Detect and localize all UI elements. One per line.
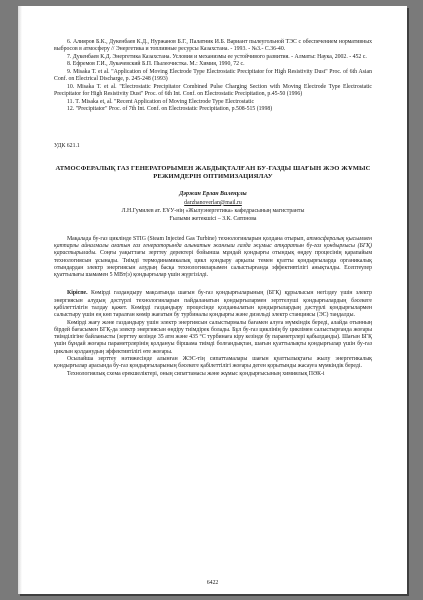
- author-affiliation: Л.Н.Гумилев ат. ЕҰУ-нің «Жылуэнергетика» кафедрасының магистранты: [121, 207, 305, 214]
- supervisor-line: Ғылыми жетекшісі – З.К. Сатпнова: [169, 216, 257, 223]
- abstract-text-rest: Соңғы уақыттағы зерттеу деректері бойынша мұндай қондырғы отындық өңдеу процесінің қарапайым технологиясын ұсынады. Тиімді термодинамикалық цикл қондыру арқылы темен қуатты қондырғыларда органикалық отындардан электр энергиясын алудың басқа технологияларымен салыстырғанда эффективтілігі анықталды. Есептеулер қуаттылығы шамамен 5 МВт(э) қондырғылар үшін жүргізілді.: [54, 250, 372, 279]
- reference-item: 6. Алияров Б.К., Дукенбаев К.Д., Нуржанов Б.Г., Палатник И.Б. Вариант пылеугольной ТЭС с обеспечением нормативных выбросов в атмосферу // Энергетика и топливные ресурсы Казахстана. - 1993. - №3.- С.36-40.: [54, 39, 372, 53]
- reference-list: [54, 39, 372, 113]
- udk-code: УДК 621.1: [54, 143, 80, 150]
- author-email[interactable]: darzhanoverlan@mail.ru: [184, 199, 242, 206]
- body-paragraph: Осылайша зерттеу нәтижесінде алынған ЖЭС-тің сипаттамалары шағын қуаттылықтағы жылу энергетикалық қондырғылар арасында бу-газ қондырғыларының бәсекеге қабілеттілігі жоғары деген қорытынды жасауға мүмкіндік береді.: [54, 356, 372, 370]
- abstract-text: Мақалада бу-газ циклінде STIG (Steam Injected Gas Turbine) технологияларын қолдана отырып,: [67, 235, 307, 242]
- intro-paragraph: [54, 290, 372, 319]
- intro-heading: Кіріспе.: [67, 290, 88, 297]
- reference-item: 12. "Precipitator" Proc. of 7th Int. Conf. on Electrostatic Precipitation, p.508-515 (1998): [67, 106, 273, 113]
- article-title: АТМОСФЕРАЛЫҚ ГАЗ ГЕНЕРАТОРЫМЕН ЖАБДЫҚТАЛҒАН БУ-ГАЗДЫ ШАҒЫН ЖЭО ЖҰМЫС РЕЖИМДЕРІН ОПТИМИЗАЦИЯЛАУ: [55, 164, 371, 180]
- reference-item: 11. T. Misaka et, al. "Recent Application of Moving Electrode Type Electrostatic: [67, 98, 255, 105]
- intro-text: Көмірді газдандыру мақсатында шағын бу-газ қондырғыларының (БГҚ) құрылысын негіздеу үшін электр энергиясын алудың дәстүрлі технологияларын пайдаланатын қондырғылармен зерттелуші қондырғылардың бәсекеге қабілеттілігін талдау қажет. Көмірді газдандыру процесінде қолданылатын қондырғылардың дәстүрлі қондырғылармен салыстыру үшін ең көп таралған көмір жағатын бу турбиналы қондырғы және дизельді электр станциясы (ЭС) таңдалды.: [54, 290, 372, 319]
- document-page: [18, 6, 407, 594]
- reference-item: 7. Дукенбаев К.Д. Энергетика Казахстана. Условия и механизмы ее устойчивого развития. - Алматы: Наука, 2002. - 452 с.: [67, 53, 367, 60]
- abstract-paragraph: [54, 236, 372, 280]
- page-content: [54, 39, 372, 378]
- reference-item: 10. Misaka T. et al. "Electrostatic Precipitator Combined Pulse Charging Section with Moving Electrode Type Electrostatic Precipitator for High Resistivity Dust" Proc. of 6th Int. Conf. on Electrostatic Precipitation, p.45-50 (1996): [54, 83, 372, 97]
- body-paragraph: Көмірді жағу және газдандыру үшін электр энергиясын салыстырмалы бағамен алуға мүмкіндік береді, алайда отынның бірдей бағасымен БГҚ-да электр энергиясын өндіру тиімдірек болады. Бұл бу-газ циклінің бу циклімен салыстырғанда жоғары тиімділігіне байланысты (зерттеу кезінде 35 атм және 435 °С турбинаға кіру кезінде бу параметрлері қабылданды). Шағын БГҚ үшін бұндай жоғары параметрлерінің қолдануы біршама тиімді болғандықтан, шағын қуаттылықты қондырғылар үшін бу-газ циклын қолданудың эффективтілігі өте жоғары.: [54, 319, 372, 355]
- reference-item: 9. Misaka T. et al. "Application of Moving Electrode Type Electrostatic Precipitator for High Resistivity Dust" Proc. of 6th Asian Conf. on Electrical Discharge, p. 245-248 (1993): [54, 68, 372, 83]
- reference-item: 8. Ефремов Г.И., Лукачевский Б.П. Пылеочистка. М.: Химия, 1990, 72 с.: [67, 61, 245, 68]
- author-name: Дәржан Ерлан Виленұлы: [179, 191, 247, 198]
- page-number: 6422: [206, 580, 219, 586]
- body-paragraph: Технологиялық схема ерекшеліктері, оның сипаттамасы және жұмыс қондырғысының химиялық ПӘК-і: [67, 370, 325, 377]
- abstract-italic-text: атмосфералық қысыммен қатпарлы айналмалы ағатын газ генераторында алынатын жанғыш газда жұмыс атқаратын бу-газ қондырғысы (БГҚ) қарастырылады.: [54, 235, 372, 257]
